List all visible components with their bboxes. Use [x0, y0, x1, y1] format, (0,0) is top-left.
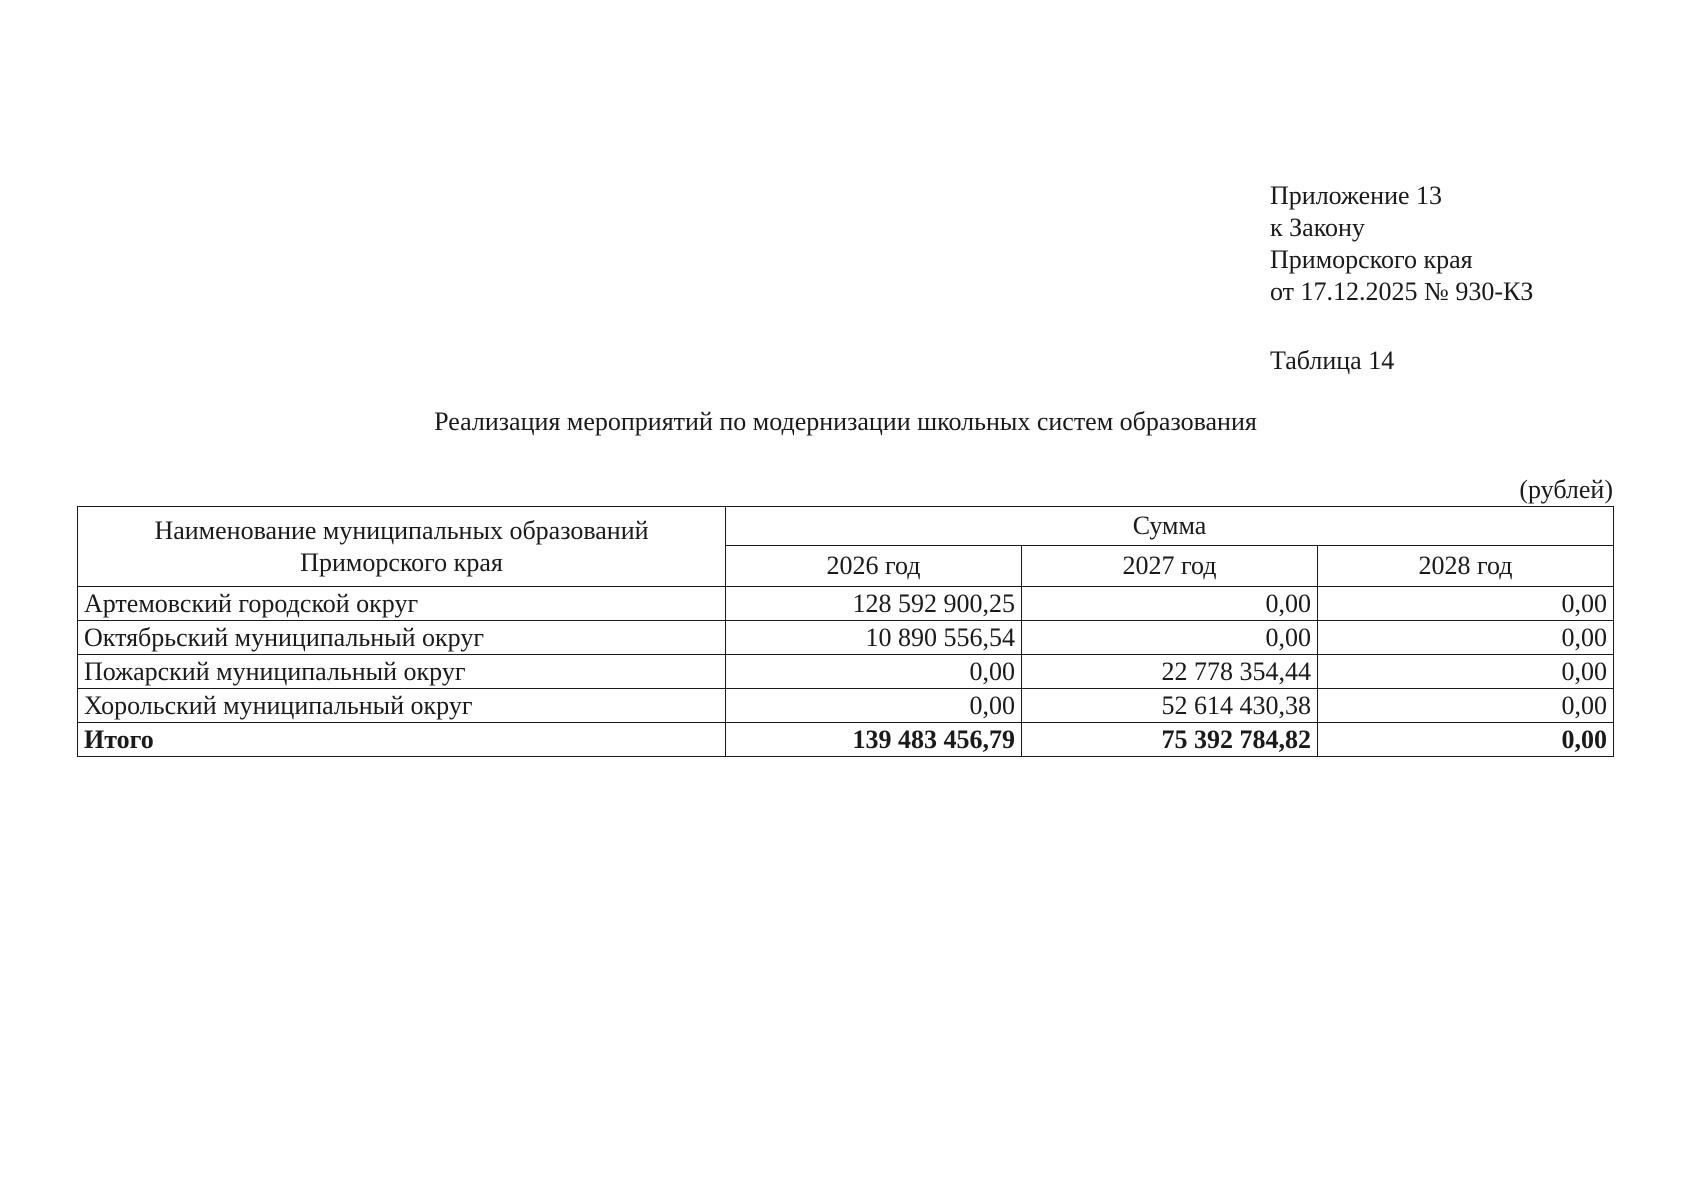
header-row: [78, 507, 1614, 546]
municipality-name: Артемовский городской округ: [78, 587, 726, 621]
column-header-year: 2028 год: [1318, 546, 1614, 587]
amount-cell: 0,00: [1318, 587, 1614, 621]
column-header-year: 2026 год: [726, 546, 1022, 587]
amount-cell: 22 778 354,44: [1022, 655, 1318, 689]
table-row: [78, 587, 1614, 621]
budget-table: [77, 506, 1614, 757]
column-header-name: [78, 507, 726, 587]
amount-cell: 0,00: [1022, 621, 1318, 655]
appendix-line: от 17.12.2025 № 930-КЗ: [1270, 277, 1534, 306]
document-title: Реализация мероприятий по модернизации школьных систем образования: [434, 407, 1257, 436]
amount-cell: 0,00: [726, 655, 1022, 689]
total-amount-cell: 75 392 784,82: [1022, 723, 1318, 757]
table-row: [78, 621, 1614, 655]
column-header-name-line: Наименование муниципальных образований: [154, 515, 649, 545]
amount-cell: 0,00: [1022, 587, 1318, 621]
total-row: [78, 723, 1614, 757]
amount-cell: 10 890 556,54: [726, 621, 1022, 655]
amount-cell: 0,00: [1318, 655, 1614, 689]
appendix-reference: [1270, 180, 1533, 308]
table-row: [78, 689, 1614, 723]
amount-cell: 52 614 430,38: [1022, 689, 1318, 723]
amount-cell: 0,00: [1318, 689, 1614, 723]
appendix-line: Приложение 13: [1270, 181, 1443, 210]
municipality-name: Октябрьский муниципальный округ: [78, 621, 726, 655]
total-amount-cell: 139 483 456,79: [726, 723, 1022, 757]
appendix-line: к Закону: [1270, 213, 1365, 242]
column-header-sum: Сумма: [726, 507, 1614, 546]
total-label: Итого: [78, 723, 726, 757]
column-header-name-line: Приморского края: [300, 547, 503, 577]
amount-cell: 0,00: [1318, 621, 1614, 655]
unit-label: (рублей): [1519, 475, 1613, 504]
amount-cell: 128 592 900,25: [726, 587, 1022, 621]
column-header-year: 2027 год: [1022, 546, 1318, 587]
amount-cell: 0,00: [726, 689, 1022, 723]
appendix-line: Приморского края: [1270, 245, 1473, 274]
total-amount-cell: 0,00: [1318, 723, 1614, 757]
municipality-name: Хорольский муниципальный округ: [78, 689, 726, 723]
table-number: Таблица 14: [1270, 346, 1395, 375]
municipality-name: Пожарский муниципальный округ: [78, 655, 726, 689]
table-row: [78, 655, 1614, 689]
